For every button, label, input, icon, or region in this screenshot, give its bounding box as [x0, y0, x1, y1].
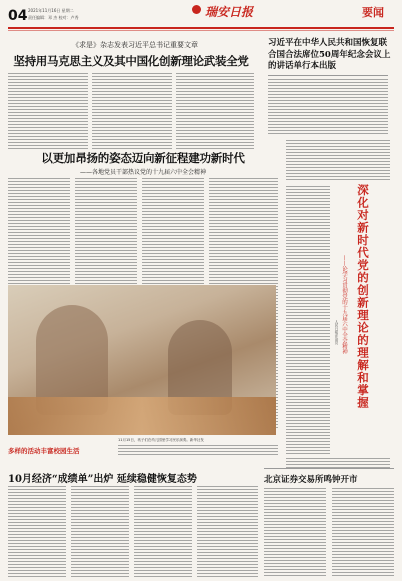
top-story-headline: 坚持用马克思主义及其中国化创新理论武装全党 [13, 54, 249, 68]
commentary-body-left [286, 186, 330, 456]
commentary-subtitle: ——论学习贯彻党的十九届六中全会精神 [341, 255, 347, 354]
masthead: 瑞安日报 [205, 5, 254, 19]
commentary-byline: 人民日报评论员 [335, 320, 339, 345]
top-story [8, 40, 254, 140]
commentary-body-bottom [286, 458, 390, 468]
date-line: 2021年11月16日 星期二 [28, 8, 74, 13]
commentary [280, 140, 394, 465]
top-story-kicker: 《求是》杂志发表习近平总书记重要文章 [72, 41, 198, 49]
bottom-col-3 [134, 486, 192, 578]
bottom-right-story [264, 468, 394, 578]
header-rule [8, 27, 394, 29]
bottom-right-col-1 [264, 488, 326, 578]
bottom-story-headline: 10月经济“成绩单”出炉 延续稳健恢复态势 [8, 474, 197, 485]
section-label: 要闻 [362, 6, 384, 19]
commentary-top-lines [286, 140, 390, 180]
bottom-story [8, 470, 258, 578]
header-rule-thin [8, 30, 394, 31]
bottom-col-2 [71, 486, 129, 578]
bottom-right-col-2 [332, 488, 394, 578]
emblem-icon [192, 5, 201, 14]
photo-caption-lines [118, 445, 278, 455]
editor-line: 责任编辑：邓 杰 校对：卢秀 [28, 15, 79, 20]
commentary-title: 深化对新时代党的创新理论的理解和掌握 [356, 184, 370, 409]
photo-instrument [8, 397, 276, 435]
feature-subhead: ——各地党员干部热议党的十九届六中全会精神 [79, 169, 206, 176]
bottom-col-1 [8, 486, 66, 578]
photo-caption: 11月15日，孩子们在幼儿园里学习民乐演奏。新华社发 [118, 438, 204, 442]
bottom-right-rule [264, 468, 394, 469]
feature-headline: 以更加昂扬的姿态迈向新征程建功新时代 [41, 151, 245, 165]
page-number: 04 [8, 8, 28, 24]
right-top-body [268, 79, 388, 136]
top-story-col-2 [92, 73, 172, 151]
right-top-story [260, 38, 394, 138]
top-story-col-3 [176, 73, 254, 151]
bottom-right-headline: 北京证券交易所鸣钟开市 [264, 475, 358, 485]
page-header [0, 0, 402, 40]
right-top-rule [268, 75, 388, 76]
news-photo [8, 285, 276, 435]
top-story-col-1 [8, 73, 88, 151]
photo-tag: 多样的活动丰富校园生活 [8, 447, 80, 455]
right-top-headline: 习近平在中华人民共和国恢复联合国合法席位50周年纪念会议上的讲话单行本出版 [268, 38, 391, 71]
bottom-col-4 [197, 486, 258, 578]
